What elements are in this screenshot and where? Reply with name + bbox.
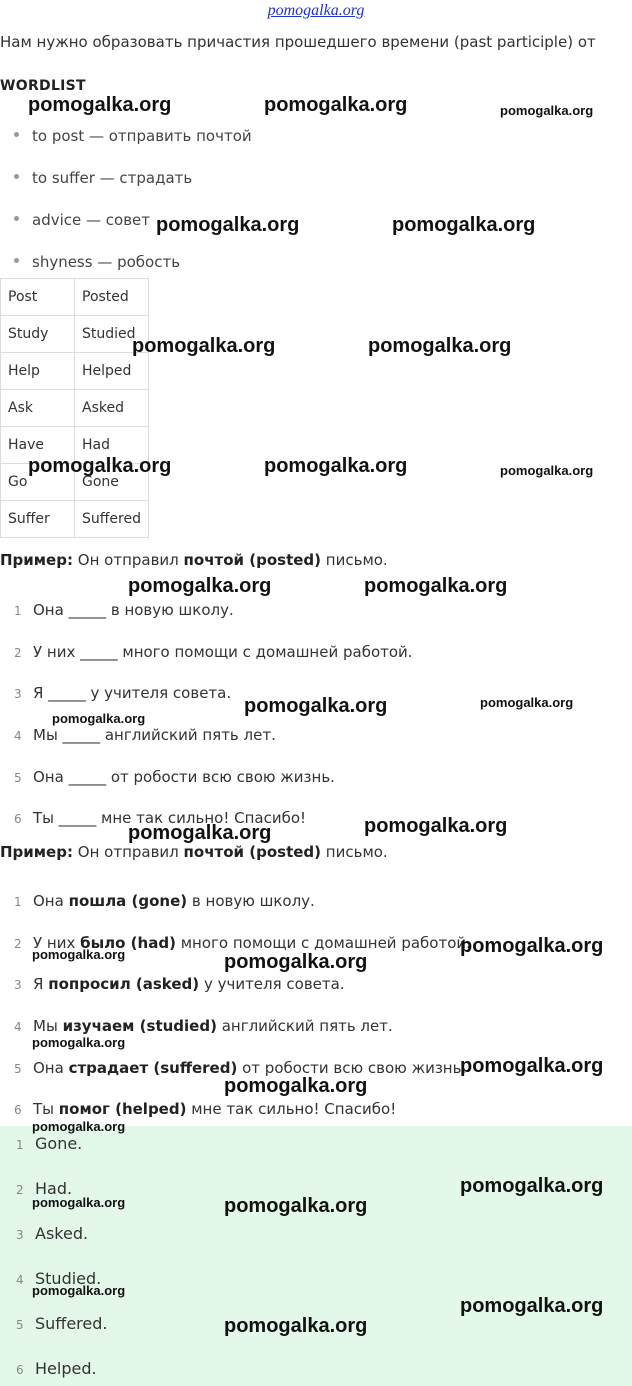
participle-cell: Suffered	[75, 501, 149, 538]
participle-cell: Posted	[75, 279, 149, 316]
watermark: pomogalka.org	[460, 1175, 604, 1197]
watermark: pomogalka.org	[156, 214, 300, 236]
base-form-cell: Study	[1, 316, 75, 353]
answer-item: 6 Helped.	[16, 1359, 97, 1378]
example-label: Пример:	[0, 843, 73, 861]
participle-cell: Had	[75, 427, 149, 464]
watermark: pomogalka.org	[392, 214, 536, 236]
watermark: pomogalka.org	[460, 935, 604, 957]
answer-item: 1 Gone.	[16, 1134, 83, 1153]
site-header-link[interactable]: pomogalka.org	[267, 2, 365, 19]
watermark: pomogalka.org	[244, 695, 388, 717]
base-form-cell: Have	[1, 427, 75, 464]
watermark: pomogalka.org	[32, 947, 126, 962]
table-row	[1, 279, 149, 316]
wordlist-item: to post — отправить почтой	[14, 127, 252, 145]
base-form-cell: Help	[1, 353, 75, 390]
example-line	[0, 551, 388, 569]
wordlist-item: to suffer — страдать	[14, 169, 192, 187]
answers-panel	[0, 1126, 632, 1386]
filled-item: 4 Мы изучаем (studied) английский пять лет.	[14, 1017, 393, 1035]
watermark: pomogalka.org	[28, 94, 172, 116]
watermark: pomogalka.org	[32, 1119, 126, 1134]
watermark: pomogalka.org	[480, 695, 574, 710]
base-form-cell: Go	[1, 464, 75, 501]
watermark: pomogalka.org	[128, 822, 272, 844]
watermark: pomogalka.org	[264, 455, 408, 477]
watermark: pomogalka.org	[364, 815, 508, 837]
example-after: письмо.	[325, 551, 388, 569]
example-label: Пример:	[0, 551, 73, 569]
watermark: pomogalka.org	[224, 1315, 368, 1337]
exercise-item: 4 Мы _____ английский пять лет.	[14, 726, 276, 744]
example-bold: почтой (posted)	[183, 843, 322, 861]
filled-item: 6 Ты помог (helped) мне так сильно! Спасибо!	[14, 1100, 397, 1118]
watermark: pomogalka.org	[224, 951, 368, 973]
watermark: pomogalka.org	[52, 711, 146, 726]
watermark: pomogalka.org	[128, 575, 272, 597]
table-row	[1, 353, 149, 390]
watermark: pomogalka.org	[460, 1055, 604, 1077]
participle-cell: Studied	[75, 316, 149, 353]
participle-cell: Helped	[75, 353, 149, 390]
watermark: pomogalka.org	[368, 335, 512, 357]
exercise-item: 2 У них _____ много помощи с домашней работой.	[14, 643, 413, 661]
answer-item: 4 Studied.	[16, 1269, 102, 1288]
answer-item: 5 Suffered.	[16, 1314, 108, 1333]
exercise-item: 1 Она _____ в новую школу.	[14, 601, 234, 619]
bullet-icon	[14, 216, 19, 221]
bullet-icon	[14, 132, 19, 137]
wordlist-title: WORDLIST	[0, 78, 86, 94]
watermark: pomogalka.org	[460, 1295, 604, 1317]
answer-item: 2 Had.	[16, 1179, 73, 1198]
watermark: pomogalka.org	[500, 463, 594, 478]
filled-item: 3 Я попросил (asked) у учителя совета.	[14, 975, 345, 993]
intro-text: Нам нужно образовать причастия прошедшего времени (past participle) от	[0, 33, 596, 51]
wordlist-item: shyness — робость	[14, 253, 180, 271]
watermark: pomogalka.org	[132, 335, 276, 357]
watermark: pomogalka.org	[224, 1075, 368, 1097]
base-form-cell: Ask	[1, 390, 75, 427]
participle-cell: Gone	[75, 464, 149, 501]
watermark: pomogalka.org	[224, 1195, 368, 1217]
example-before: Он отправил	[77, 843, 179, 861]
exercise-item: 3 Я _____ у учителя совета.	[14, 684, 232, 702]
bullet-icon	[14, 258, 19, 263]
base-form-cell: Suffer	[1, 501, 75, 538]
watermark: pomogalka.org	[32, 1195, 126, 1210]
watermark: pomogalka.org	[32, 1283, 126, 1298]
wordlist-item: advice — совет	[14, 211, 150, 229]
table-row	[1, 316, 149, 353]
base-form-cell: Post	[1, 279, 75, 316]
watermark: pomogalka.org	[500, 103, 594, 118]
verb-table	[0, 278, 149, 538]
example-line	[0, 843, 388, 861]
answer-item: 3 Asked.	[16, 1224, 89, 1243]
example-after: письмо.	[325, 843, 388, 861]
bullet-icon	[14, 174, 19, 179]
watermark: pomogalka.org	[28, 455, 172, 477]
table-row	[1, 390, 149, 427]
table-row	[1, 501, 149, 538]
watermark: pomogalka.org	[364, 575, 508, 597]
exercise-item: 5 Она _____ от робости всю свою жизнь.	[14, 768, 335, 786]
exercise-item: 6 Ты _____ мне так сильно! Спасибо!	[14, 809, 307, 827]
filled-item: 2 У них было (had) много помощи с домашней работой.	[14, 934, 471, 952]
participle-cell: Asked	[75, 390, 149, 427]
filled-item: 1 Она пошла (gone) в новую школу.	[14, 892, 315, 910]
filled-item: 5 Она страдает (suffered) от робости всю свою жизнь.	[14, 1059, 467, 1077]
watermark: pomogalka.org	[264, 94, 408, 116]
example-bold: почтой (posted)	[183, 551, 322, 569]
example-before: Он отправил	[77, 551, 179, 569]
watermark: pomogalka.org	[32, 1035, 126, 1050]
